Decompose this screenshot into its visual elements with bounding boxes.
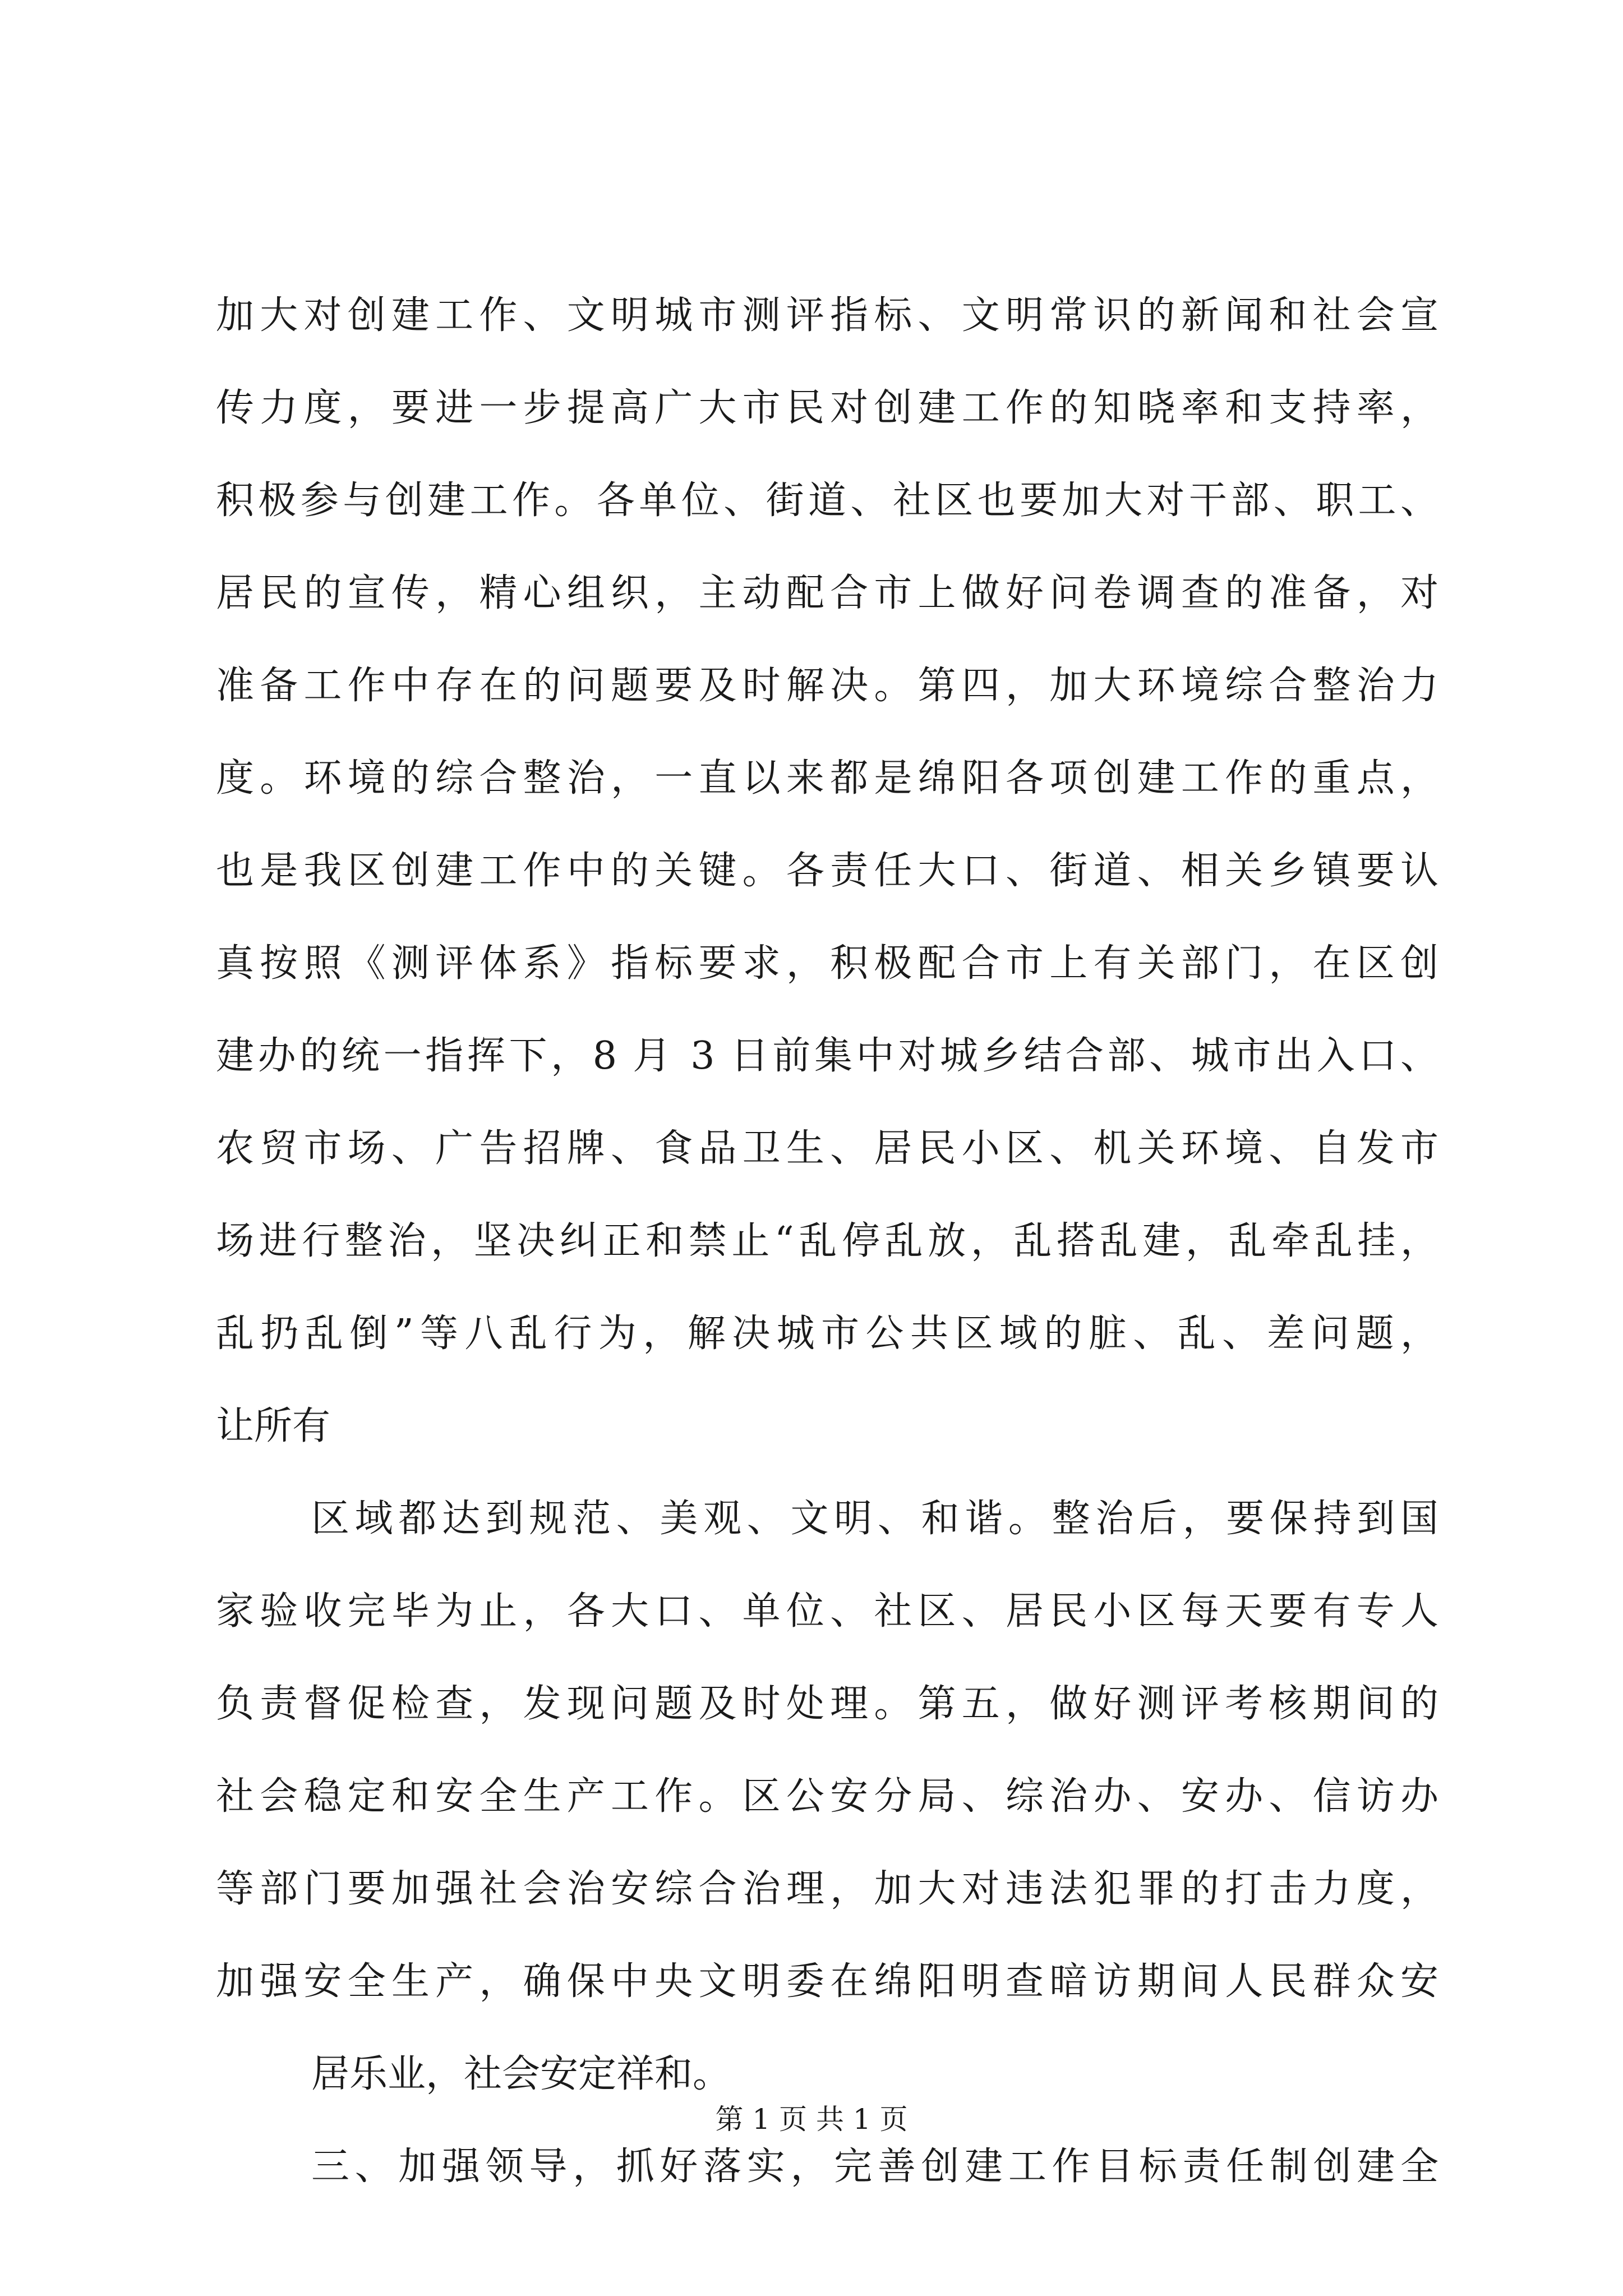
- text-line: 也是我区创建工作中的关键。各责任大口、街道、相关乡镇要认: [216, 849, 1438, 893]
- text-line: 区域都达到规范、美观、文明、和谐。整治后，要保持到国: [311, 1497, 1438, 1541]
- text-line: 等部门要加强社会治安综合治理，加大对违法犯罪的打击力度，: [216, 1867, 1438, 1911]
- text-line: 让所有: [216, 1404, 331, 1448]
- text-line: 负责督促检查，发现问题及时处理。第五，做好测评考核期间的: [216, 1682, 1438, 1726]
- text-line: 居民的宣传，精心组织，主动配合市上做好问卷调查的准备，对: [216, 571, 1438, 615]
- document-body: [216, 292, 1438, 2235]
- text-line: 建办的统一指挥下，8 月 3 日前集中对城乡结合部、城市出入口、: [216, 1034, 1438, 1078]
- text-line: 传力度，要进一步提高广大市民对创建工作的知晓率和支持率，: [216, 386, 1438, 430]
- page-footer: 第 1 页 共 1 页: [715, 2103, 908, 2136]
- text-line: 社会稳定和安全生产工作。区公安分局、综治办、安办、信访办: [216, 1774, 1438, 1819]
- text-line: 居乐业，社会安定祥和。: [311, 2052, 731, 2096]
- text-line: 三、加强领导，抓好落实，完善创建工作目标责任制创建全: [311, 2145, 1438, 2189]
- text-line: 加强安全生产，确保中央文明委在绵阳明查暗访期间人民群众安: [216, 1959, 1438, 2004]
- text-line: 加大对创建工作、文明城市测评指标、文明常识的新闻和社会宣: [216, 293, 1438, 338]
- text-line: 度。环境的综合整治，一直以来都是绵阳各项创建工作的重点，: [216, 756, 1438, 800]
- text-line: 场进行整治，坚决纠正和禁止“乱停乱放，乱搭乱建，乱牵乱挂，: [216, 1219, 1438, 1263]
- text-line: 积极参与创建工作。各单位、街道、社区也要加大对干部、职工、: [216, 478, 1438, 523]
- text-line: 真按照《测评体系》指标要求，积极配合市上有关部门，在区创: [216, 941, 1438, 986]
- text-line: 农贸市场、广告招牌、食品卫生、居民小区、机关环境、自发市: [216, 1126, 1438, 1171]
- text-line: 乱扔乱倒”等八乱行为，解决城市公共区域的脏、乱、差问题，: [216, 1312, 1438, 1356]
- text-line: 准备工作中存在的问题要及时解决。第四，加大环境综合整治力: [216, 664, 1438, 708]
- text-line: 家验收完毕为止，各大口、单位、社区、居民小区每天要有专人: [216, 1589, 1438, 1634]
